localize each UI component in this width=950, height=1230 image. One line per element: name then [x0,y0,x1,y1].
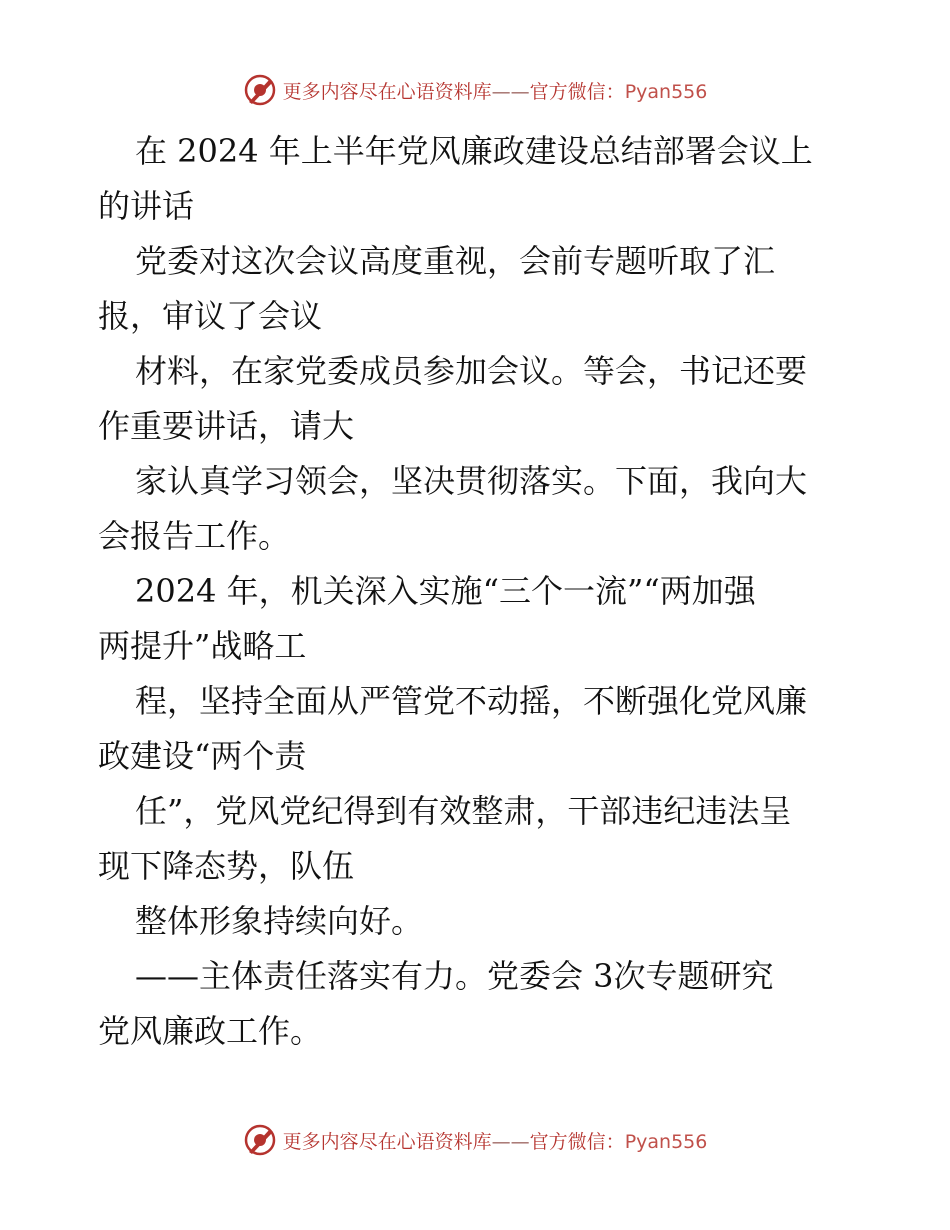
pen-logo-icon [243,1123,277,1157]
doc-line-4: 报，审议了会议 [98,297,323,335]
banner-separator: —— [491,80,530,103]
doc-line-13: 任”，党风党纪得到有效整肃，干部违纪违法呈 [135,792,792,830]
doc-title-line-1: 在 2024 年上半年党风廉政建设总结部署会议上 [135,132,813,170]
doc-line-14: 现下降态势，队伍 [98,847,355,885]
pen-logo-icon [243,73,277,107]
doc-line-6: 作重要讲话，请大 [98,407,355,445]
banner-main-text: 更多内容尽在心语资料库 [282,80,492,103]
doc-line-16: ——主体责任落实有力。党委会 3次专题研究 [135,957,774,995]
doc-line-17: 党风廉政工作。 [98,1012,323,1050]
doc-line-5: 材料，在家党委成员参加会议。等会，书记还要 [135,352,808,390]
banner-separator: —— [491,1130,530,1153]
doc-line-11: 程，坚持全面从严管党不动摇，不断强化党风廉 [135,682,808,720]
doc-line-12: 政建设“两个责 [98,737,307,775]
doc-line-8: 会报告工作。 [98,517,291,555]
document-body [98,124,858,1059]
banner-wechat-id: Pyan556 [624,1130,708,1153]
doc-line-15: 整体形象持续向好。 [135,902,424,940]
doc-line-9: 2024 年，机关深入实施“三个一流”“两加强 [135,572,756,610]
doc-line-3: 党委对这次会议高度重视，会前专题听取了汇 [135,242,776,280]
doc-line-10: 两提升”战略工 [98,627,307,665]
banner-main-text: 更多内容尽在心语资料库 [282,1130,492,1153]
banner-wechat-label: 官方微信： [529,1130,625,1153]
banner-wechat-id: Pyan556 [624,80,708,103]
banner-wechat-label: 官方微信： [529,80,625,103]
doc-title-line-2: 的讲话 [98,187,195,225]
doc-line-7: 家认真学习领会，坚决贯彻落实。下面，我向大 [135,462,808,500]
header-banner [0,70,950,110]
footer-banner [0,1120,950,1160]
